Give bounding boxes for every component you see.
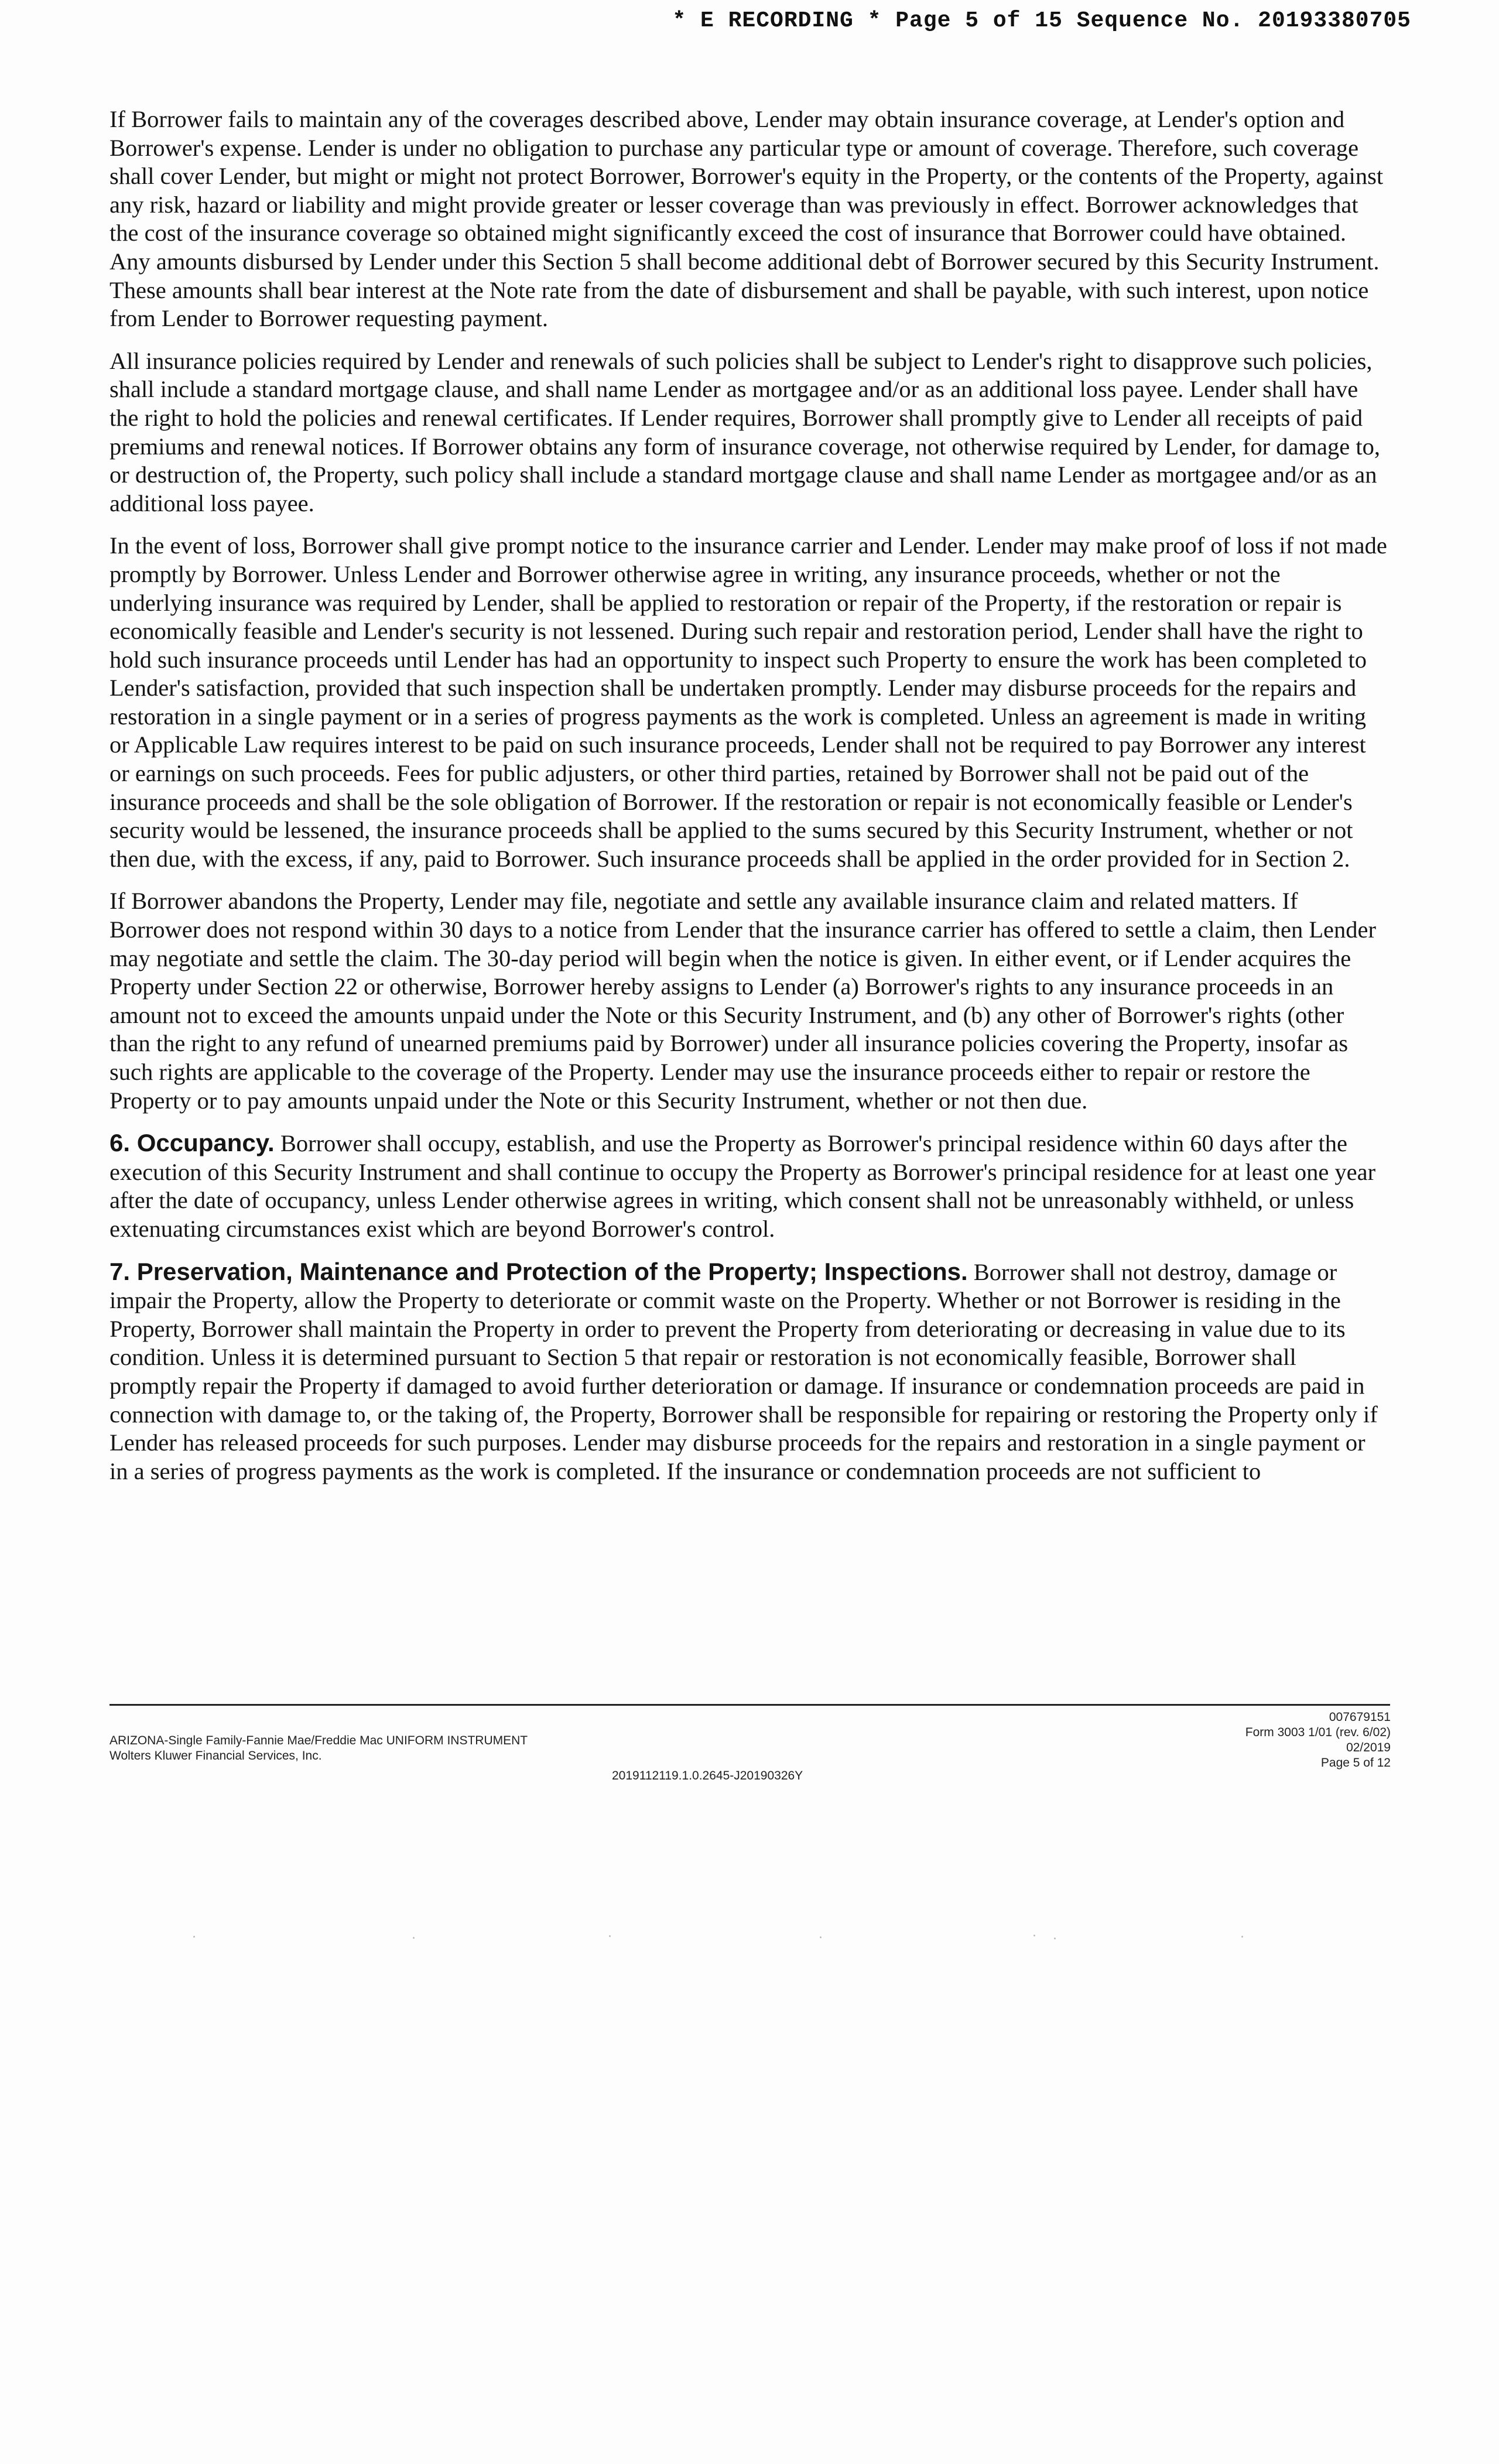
section-7-text: Borrower shall not destroy, damage or impair the Property, allow the Property to deteriorate or commit waste on the Property. Whether or not Borrower is residing in the Property, Borrower shall maintain the Property in order to prevent the Property from deteriorating or decreasing in value due to its condition. Unless it is determined pursuant to Section 5 that repair or restoration is not economically feasible, Borrower shall promptly repair the Property if damaged to avoid further deterioration or damage. If insurance or condemnation proceeds are paid in connection with damage to, or the taking of, the Property, Borrower shall be responsible for repairing or restoring the Property only if Lender has released proceeds for such purposes. Lender may disburse proceeds for the repairs and restoration in a single payment or in a series of progress payments as the work is completed. If the insurance or condemnation proceeds are not sufficient to bbox=[109, 1258, 1378, 1484]
footer-publisher: Wolters Kluwer Financial Services, Inc. bbox=[109, 1749, 322, 1763]
scan-speck bbox=[1033, 1935, 1035, 1936]
footer-form-number: Form 3003 1/01 (rev. 6/02) bbox=[1245, 1726, 1391, 1739]
footer-doc-code: 2019112119.1.0.2645-J20190326Y bbox=[612, 1769, 803, 1782]
scan-speck bbox=[413, 1937, 415, 1939]
section-7-heading: 7. Preservation, Maintenance and Protection of the Property; Inspections. bbox=[109, 1257, 968, 1285]
scan-speck bbox=[193, 1936, 195, 1938]
scan-artifacts bbox=[0, 1932, 1499, 1944]
section-7-preservation bbox=[109, 1258, 1389, 1486]
paragraph-event-of-loss: In the event of loss, Borrower shall give prompt notice to the insurance carrier and Lender. Lender may make proof of loss if not made promptly by Borrower. Unless Lender and Borrower otherwise agree in writing, any insurance proceeds, whether or not the underlying insurance was required by Lender, shall be applied to restoration or repair of the Property, if the restoration or repair is economically feasible and Lender's security is not lessened. During such repair and restoration period, Lender shall have the right to hold such insurance proceeds until Lender has had an opportunity to inspect such Property to ensure the work has been completed to Lender's satisfaction, provided that such inspection shall be undertaken promptly. Lender may disburse proceeds for the repairs and restoration in a single payment or in a series of progress payments as the work is completed. Unless an agreement is made in writing or Applicable Law requires interest to be paid on such insurance proceeds, Lender shall not be required to pay Borrower any interest or earnings on such proceeds. Fees for public adjusters, or other third parties, retained by Borrower shall not be paid out of the insurance proceeds and shall be the sole obligation of Borrower. If the restoration or repair is not economically feasible or Lender's security would be lessened, the insurance proceeds shall be applied to the sums secured by this Security Instrument, whether or not then due, with the excess, if any, paid to Borrower. Such insurance proceeds shall be applied in the order provided for in Section 2. bbox=[109, 532, 1387, 872]
paragraph-insurance-coverage: If Borrower fails to maintain any of the coverages described above, Lender may obtain insurance coverage, at Lender's option and Borrower's expense. Lender is under no obligation to purchase any particular type or amount of coverage. Therefore, such coverage shall cover Lender, but might or might not protect Borrower, Borrower's equity in the Property, or the contents of the Property, against any risk, hazard or liability and might provide greater or lesser coverage than was previously in effect. Borrower acknowledges that the cost of the insurance coverage so obtained might significantly exceed the cost of insurance that Borrower could have obtained. Any amounts disbursed by Lender under this Section 5 shall become additional debt of Borrower secured by this Security Instrument. These amounts shall bear interest at the Note rate from the date of disbursement and shall be payable, with such interest, upon notice from Lender to Borrower requesting payment. bbox=[109, 106, 1384, 332]
scan-speck bbox=[1241, 1936, 1243, 1938]
footer-form-date: 02/2019 bbox=[1346, 1741, 1391, 1754]
document-body bbox=[109, 105, 1389, 1500]
footer-form-title: ARIZONA-Single Family-Fannie Mae/Freddie Mac UNIFORM INSTRUMENT bbox=[109, 1734, 528, 1747]
paragraph-abandonment: If Borrower abandons the Property, Lender may file, negotiate and settle any available insurance claim and related matters. If Borrower does not respond within 30 days to a notice from Lender that the insurance carrier has offered to settle a claim, then Lender may negotiate and settle the claim. The 30-day period will begin when the notice is given. In either event, or if Lender acquires the Property under Section 22 or otherwise, Borrower hereby assigns to Lender (a) Borrower's rights to any insurance proceeds in an amount not to exceed the amounts unpaid under the Note or this Security Instrument, and (b) any other of Borrower's rights (other than the right to any refund of unearned premiums paid by Borrower) under all insurance policies covering the Property, insofar as such rights are applicable to the coverage of the Property. Lender may use the insurance proceeds either to repair or restore the Property or to pay amounts unpaid under the Note or this Security Instrument, whether or not then due. bbox=[109, 888, 1376, 1114]
footer-page-label: Page 5 of 12 bbox=[1320, 1756, 1391, 1770]
footer-loan-number: 007679151 bbox=[1329, 1710, 1391, 1724]
section-6-occupancy bbox=[109, 1129, 1389, 1243]
scan-speck bbox=[820, 1936, 822, 1938]
scan-speck bbox=[609, 1935, 611, 1937]
footer-page-info bbox=[1245, 1710, 1391, 1771]
paragraph-insurance-policies: All insurance policies required by Lender and renewals of such policies shall be subject to Lender's right to disapprove such policies, shall include a standard mortgage clause, and shall name Lender as mortgagee and/or as an additional loss payee. Lender shall have the right to hold the policies and renewal certificates. If Lender requires, Borrower shall promptly give to Lender all receipts of paid premiums and renewal notices. If Borrower obtains any form of insurance coverage, not otherwise required by Lender, for damage to, or destruction of, the Property, such policy shall include a standard mortgage clause and shall name Lender as mortgagee and/or as an additional loss payee. bbox=[109, 347, 1380, 516]
section-6-text: Borrower shall occupy, establish, and use the Property as Borrower's principal residence within 60 days after the execution of this Security Instrument and shall continue to occupy the Property as Borrower's principal residence for at least one year after the date of occupancy, unless Lender otherwise agrees in writing, which consent shall not be unreasonably withheld, or unless extenuating circumstances exist which are beyond Borrower's control. bbox=[109, 1130, 1376, 1242]
scan-speck bbox=[1054, 1938, 1056, 1939]
footer-divider bbox=[109, 1704, 1390, 1706]
recording-header: * E RECORDING * Page 5 of 15 Sequence No. 20193380705 bbox=[672, 8, 1411, 33]
section-6-heading: 6. Occupancy. bbox=[109, 1129, 275, 1157]
footer-form-info bbox=[109, 1733, 528, 1764]
